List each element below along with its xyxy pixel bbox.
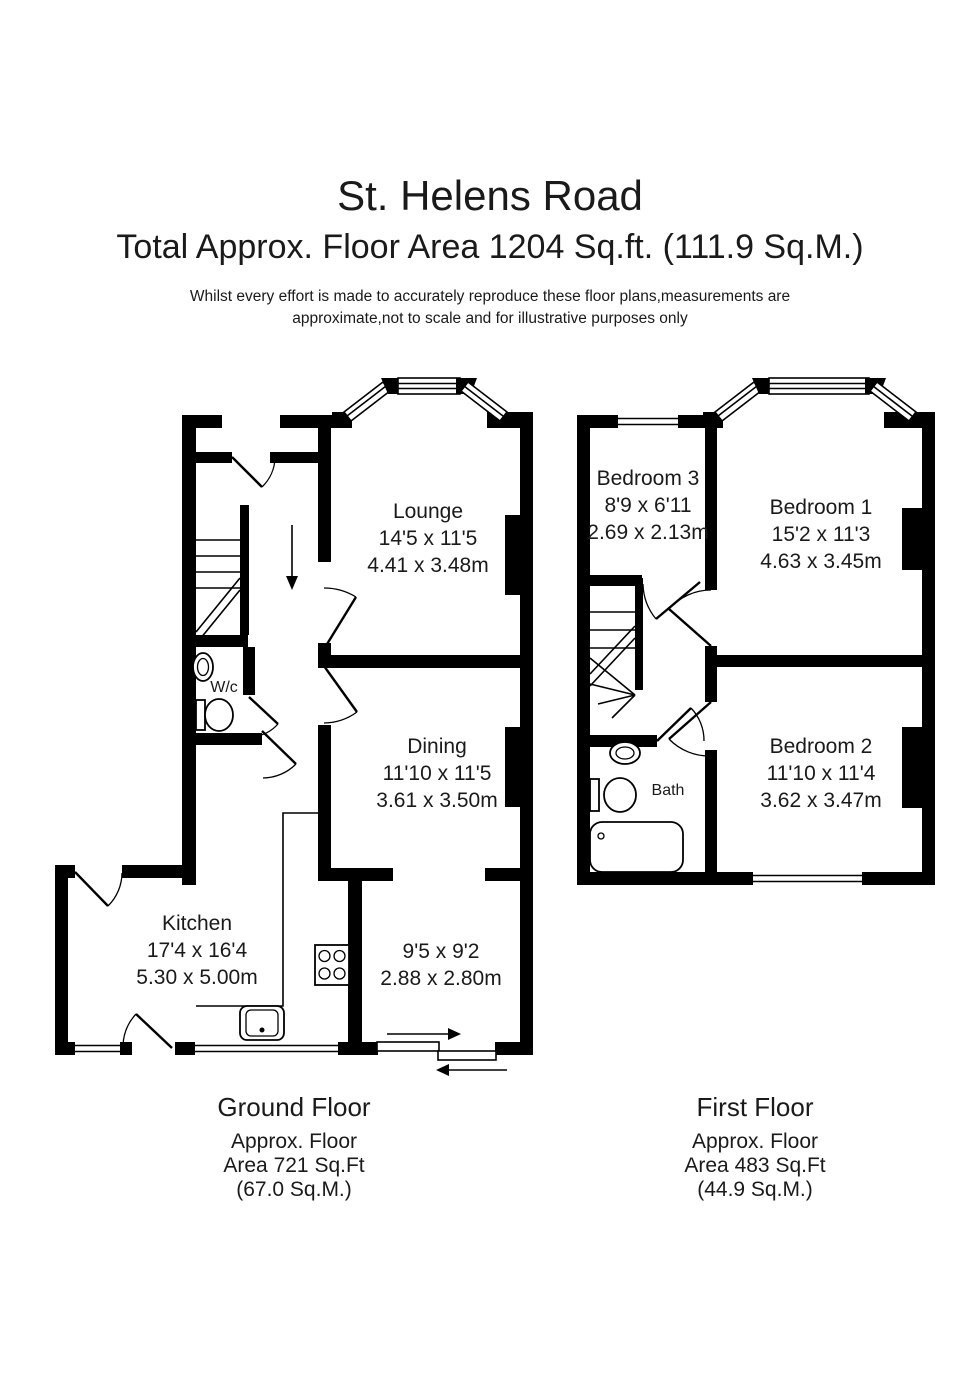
- bedroom1-label: Bedroom 1 15'2 x 11'3 4.63 x 3.45m: [760, 496, 882, 573]
- first-floor-doors: [643, 582, 711, 756]
- bath-toilet-icon: [590, 778, 636, 812]
- first-floor-title: First Floor: [696, 1092, 814, 1122]
- kitchen-side-door: [75, 872, 122, 906]
- bedroom3-door: [643, 582, 700, 619]
- bathtub-icon: [590, 822, 683, 872]
- wc-label: W/c: [210, 679, 238, 696]
- bedroom1-bay-window: [703, 378, 935, 428]
- bath-sink-icon: [610, 742, 640, 764]
- total-area-subtitle: Total Approx. Floor Area 1204 Sq.ft. (111.9 Sq.M.): [116, 228, 864, 266]
- wc-toilet-icon: [196, 699, 233, 731]
- kitchen-label: Kitchen 17'4 x 16'4 5.30 x 5.00m: [136, 912, 258, 989]
- kitchen-window-left: [75, 1046, 120, 1052]
- kitchen-hob-icon: [315, 945, 349, 985]
- ground-floor-title: Ground Floor: [217, 1092, 371, 1122]
- bath-label: Bath: [651, 782, 685, 799]
- bedroom2-chimney-breast: [902, 727, 922, 808]
- page-title: St. Helens Road: [337, 172, 643, 219]
- bath-fixtures: [590, 742, 683, 872]
- kitchen-window-rear: [195, 1046, 338, 1052]
- stairs-down-arrow: [286, 525, 298, 590]
- bedroom3-window: [618, 419, 678, 425]
- disclaimer-line-2: approximate,not to scale and for illustrative purposes only: [292, 310, 688, 327]
- disclaimer-line-1: Whilst every effort is made to accurately reproduce these floor plans,measurements are: [189, 288, 791, 305]
- lounge-bay-window: [332, 378, 533, 428]
- lounge-door: [324, 588, 356, 649]
- rear-room-label: 9'5 x 9'2 2.88 x 2.80m: [380, 940, 502, 990]
- patio-sliding-door: [377, 1028, 507, 1076]
- bedroom1-door: [669, 590, 711, 646]
- slide-arrow-right: [448, 1028, 461, 1040]
- first-floor-stairs: [590, 612, 635, 718]
- dining-label: Dining 11'10 x 11'5 3.61 x 3.50m: [376, 735, 498, 812]
- front-door: [232, 457, 275, 487]
- bedroom2-label: Bedroom 2 11'10 x 11'4 3.62 x 3.47m: [760, 735, 882, 812]
- first-floor-area: Approx. Floor Area 483 Sq.Ft (44.9 Sq.M.): [684, 1130, 826, 1201]
- lounge-label: Lounge 14'5 x 11'5 4.41 x 3.48m: [367, 500, 489, 577]
- ground-floor-area: Approx. Floor Area 721 Sq.Ft (67.0 Sq.M.): [223, 1130, 365, 1201]
- dining-chimney-breast: [505, 727, 523, 807]
- kitchen-sink-icon: [240, 1006, 284, 1040]
- bedroom3-label: Bedroom 3 8'9 x 6'11 2.69 x 2.13m: [587, 467, 709, 544]
- dining-door: [324, 666, 357, 723]
- bedroom2-window: [753, 876, 862, 882]
- hall-kitchen-door: [262, 731, 296, 778]
- bedroom1-chimney-breast: [902, 508, 922, 570]
- wc-sink-icon: [193, 653, 213, 681]
- slide-arrow-left: [436, 1064, 449, 1076]
- lounge-chimney-breast: [505, 515, 523, 595]
